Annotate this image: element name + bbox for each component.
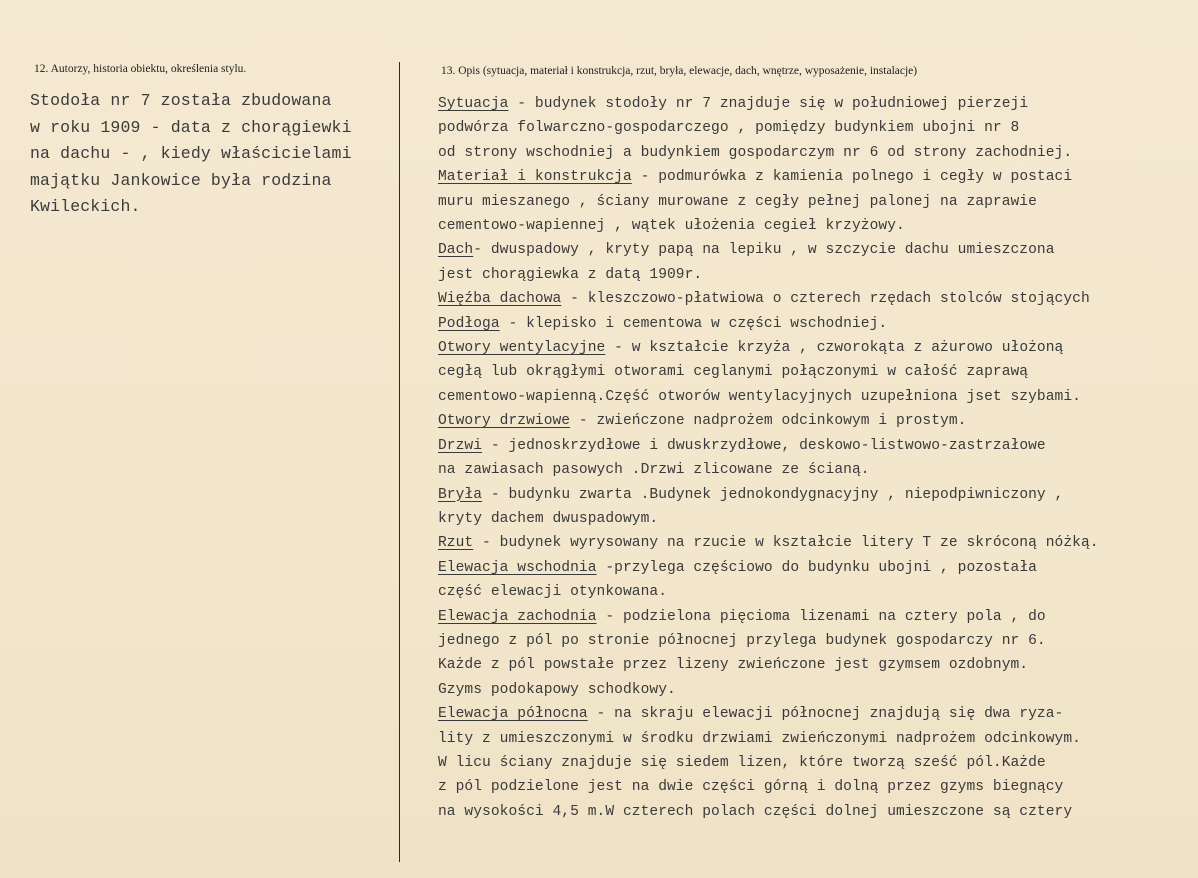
description-line bbox=[438, 141, 1198, 165]
description-line bbox=[438, 263, 1198, 287]
description-line bbox=[438, 507, 1198, 531]
section-12-heading: 12. Autorzy, historia obiektu, określenia stylu. bbox=[34, 63, 247, 75]
description-line bbox=[438, 434, 1198, 458]
description-line-text: muru mieszanego , ściany murowane z cegły pełnej palonej na zaprawie bbox=[438, 193, 1037, 210]
description-line-text: - podzielona pięcioma lizenami na cztery pola , do bbox=[596, 608, 1046, 625]
description-term: Elewacja zachodnia bbox=[438, 608, 597, 625]
description-line bbox=[438, 214, 1198, 238]
description-line bbox=[438, 385, 1198, 409]
description-line bbox=[438, 116, 1198, 140]
description-line bbox=[438, 483, 1198, 507]
description-term: Rzut bbox=[438, 535, 474, 552]
description-line-text: - zwieńczone nadprożem odcinkowym i prostym. bbox=[570, 413, 967, 430]
description-line-text: jest chorągiewka z datą 1909r. bbox=[438, 266, 703, 283]
description-line-text: cementowo-wapienną.Część otworów wentylacyjnych uzupełniona jset szybami. bbox=[438, 388, 1081, 405]
description-line bbox=[438, 336, 1198, 360]
description-line bbox=[438, 312, 1198, 336]
description-line bbox=[438, 678, 1198, 702]
history-line: Kwileckich. bbox=[30, 197, 141, 216]
history-line: Stodoła nr 7 została zbudowana bbox=[30, 91, 332, 110]
description-line-text: - budynek stodoły nr 7 znajduje się w południowej pierzeji bbox=[508, 96, 1029, 112]
description-term: Dach bbox=[438, 242, 474, 259]
description-line-text: - budynek wyrysowany na rzucie w kształcie litery T ze skróconą nóżką. bbox=[473, 535, 1099, 552]
description-term: Otwory wentylacyjne bbox=[438, 340, 606, 357]
description-line-text: - podmurówka z kamienia polnego i cegły w postaci bbox=[631, 169, 1073, 186]
description-term: Elewacja wschodnia bbox=[438, 559, 597, 576]
description-line bbox=[438, 287, 1198, 311]
description-line-text: od strony wschodniej a budynkiem gospodarczym nr 6 od strony zachodniej. bbox=[438, 144, 1073, 161]
description-line bbox=[438, 190, 1198, 214]
description-term: Materiał i konstrukcja bbox=[438, 169, 632, 186]
description-line bbox=[438, 653, 1198, 677]
column-divider bbox=[399, 62, 400, 862]
description-line bbox=[438, 165, 1198, 189]
section-13-heading: 13. Opis (sytuacja, materiał i konstrukcja, rzut, bryła, elewacje, dach, wnętrze, wyposażenie, instalacje) bbox=[441, 65, 918, 77]
description-line-text: lity z umieszczonymi w środku drzwiami zwieńczonymi nadprożem odcinkowym. bbox=[438, 730, 1081, 747]
description-line-text: Każde z pól powstałe przez lizeny zwieńczone jest gzymsem ozdobnym. bbox=[438, 657, 1029, 674]
description-line bbox=[438, 580, 1198, 604]
description-line bbox=[438, 409, 1198, 433]
description-line-text: W licu ściany znajduje się siedem lizen, które tworzą sześć pól.Każde bbox=[438, 754, 1046, 771]
description-line-text: - dwuspadowy , kryty papą na lepiku , w szczycie dachu umieszczona bbox=[473, 242, 1055, 259]
description-line bbox=[438, 605, 1198, 629]
history-text-block bbox=[30, 88, 390, 221]
description-line bbox=[438, 458, 1198, 482]
description-text-block bbox=[438, 92, 1198, 824]
description-line-text: - klepisko i cementowa w części wschodniej. bbox=[499, 315, 888, 332]
description-term: Otwory drzwiowe bbox=[438, 413, 571, 430]
description-line-text: Gzyms podokapowy schodkowy. bbox=[438, 681, 676, 698]
description-line bbox=[438, 629, 1198, 653]
history-line: w roku 1909 - data z chorągiewki bbox=[30, 117, 352, 137]
description-term: Drzwi bbox=[438, 437, 483, 454]
description-line bbox=[438, 92, 1198, 116]
description-line-text: na wysokości 4,5 m.W czterech polach części dolnej umieszczone są cztery bbox=[438, 803, 1073, 820]
description-term: Podłoga bbox=[438, 315, 500, 332]
description-line-text: jednego z pól po stronie północnej przylega budynek gospodarczy nr 6. bbox=[438, 632, 1046, 649]
description-line-text: część elewacji otynkowana. bbox=[438, 584, 667, 601]
history-line: majątku Jankowice była rodzina bbox=[30, 170, 332, 190]
description-line bbox=[438, 727, 1198, 751]
description-term: Więźba dachowa bbox=[438, 291, 562, 308]
description-line bbox=[438, 775, 1198, 799]
description-line-text: - jednoskrzydłowe i dwuskrzydłowe, deskowo-listwowo-zastrzałowe bbox=[482, 437, 1046, 454]
description-line bbox=[438, 360, 1198, 384]
description-line-text: cementowo-wapiennej , wątek ułożenia cegieł krzyżowy. bbox=[438, 218, 905, 235]
description-line-text: z pól podzielone jest na dwie części górną i dolną przez gzyms biegnący bbox=[438, 779, 1064, 796]
description-line-text: cegłą lub okrągłymi otworami ceglanymi połączonymi w całość zaprawą bbox=[438, 364, 1029, 381]
description-term: Elewacja północna bbox=[438, 706, 588, 723]
description-line bbox=[438, 702, 1198, 726]
description-line-text: kryty dachem dwuspadowym. bbox=[438, 510, 659, 527]
description-line bbox=[438, 238, 1198, 262]
description-line-text: - na skraju elewacji północnej znajdują się dwa ryza- bbox=[587, 706, 1064, 723]
description-line-text: - kleszczowo-płatwiowa o czterech rzędach stolców stojących bbox=[561, 291, 1090, 308]
history-line: na dachu - , kiedy właścicielami bbox=[30, 144, 352, 163]
description-line bbox=[438, 531, 1198, 555]
description-line-text: - budynku zwarta .Budynek jednokondygnacyjny , niepodpiwniczony , bbox=[482, 486, 1064, 503]
description-line bbox=[438, 556, 1198, 580]
description-line-text: -przylega częściowo do budynku ubojni , pozostała bbox=[596, 559, 1037, 576]
description-line-text: - w kształcie krzyża , czworokąta z ażurowo ułożoną bbox=[605, 340, 1064, 357]
description-term: Bryła bbox=[438, 486, 483, 503]
description-line-text: podwórza folwarczno-gospodarczego , pomiędzy budynkiem ubojni nr 8 bbox=[438, 120, 1020, 137]
description-line bbox=[438, 751, 1198, 775]
description-line-text: na zawiasach pasowych .Drzwi zlicowane ze ścianą. bbox=[438, 462, 870, 479]
description-line bbox=[438, 800, 1198, 824]
description-term: Sytuacja bbox=[438, 96, 509, 112]
